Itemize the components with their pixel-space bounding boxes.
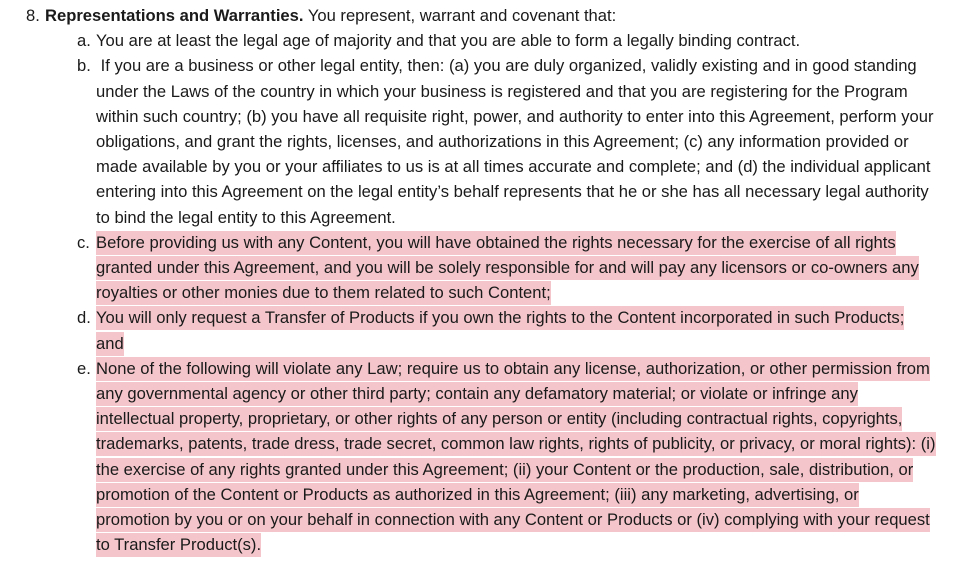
clause-text-line bbox=[96, 129, 946, 154]
clause-text-line bbox=[96, 305, 946, 330]
highlighted-text: You will only request a Transfer of Products if you own the rights to the Content incorporated in such Products; bbox=[96, 306, 904, 330]
clause-text-line bbox=[96, 280, 946, 305]
clause-item bbox=[0, 53, 946, 229]
clause-text-line bbox=[96, 53, 946, 78]
highlighted-text: promotion by you or on your behalf in connection with any Content or Products or (iv) complying with your request bbox=[96, 508, 930, 532]
clause-list bbox=[0, 28, 980, 557]
highlighted-text: promotion of the Content or Products as authorized in this Agreement; (iii) any marketing, advertising, or bbox=[96, 483, 859, 507]
clause-text-line bbox=[96, 179, 946, 204]
highlighted-text: trademarks, patents, trade dress, trade secret, common law rights, rights of publicity, or privacy, or moral rights): (i) bbox=[96, 432, 936, 456]
text-run: made available by you or your affiliates to us is at all times accurate and complete; and (d) the individual applicant bbox=[96, 157, 931, 177]
highlighted-text: granted under this Agreement, and you will be solely responsible for and will pay any licensors or co-owners any bbox=[96, 256, 919, 280]
text-run: If you are a business or other legal entity, then: (a) you are duly organized, validly existing and in good standing bbox=[96, 56, 917, 76]
section-title: Representations and Warranties. bbox=[45, 6, 304, 25]
highlighted-text: the exercise of any rights granted under this Agreement; (ii) your Content or the production, sale, distribution, or bbox=[96, 458, 913, 482]
clause-text-line bbox=[96, 205, 946, 230]
clause-text-line bbox=[96, 28, 946, 53]
clause-text-line bbox=[96, 230, 946, 255]
clause-label: d. bbox=[77, 308, 91, 328]
text-run: obligations, and grant the rights, licenses, and authorizations in this Agreement; (c) any information provided or bbox=[96, 132, 909, 152]
clause-text-line bbox=[96, 79, 946, 104]
clause-item bbox=[0, 305, 946, 355]
text-run: within such country; (b) you have all requisite right, power, and authority to enter into this Agreement, perform your bbox=[96, 106, 934, 126]
highlighted-text: any governmental agency or other third party; contain any defamatory material; or violate or infringe any bbox=[96, 382, 858, 406]
clause-text bbox=[96, 356, 946, 558]
clause-text-line bbox=[96, 532, 946, 557]
clause-item bbox=[0, 28, 946, 53]
highlighted-text: royalties or other monies due to them related to such Content; bbox=[96, 281, 551, 305]
clause-text bbox=[96, 53, 946, 229]
clause-text bbox=[96, 305, 946, 355]
clause-text-line bbox=[96, 482, 946, 507]
highlighted-text: to Transfer Product(s). bbox=[96, 533, 261, 557]
document-page bbox=[0, 3, 980, 557]
section-intro: You represent, warrant and covenant that: bbox=[307, 6, 617, 25]
clause-text-line bbox=[96, 255, 946, 280]
clause-label: c. bbox=[77, 232, 90, 252]
clause-item bbox=[0, 230, 946, 306]
clause-text-line bbox=[96, 406, 946, 431]
highlighted-text: None of the following will violate any Law; require us to obtain any license, authorization, or other permission from bbox=[96, 357, 930, 381]
clause-text bbox=[96, 230, 946, 306]
clause-text bbox=[96, 28, 946, 53]
clause-text-line bbox=[96, 104, 946, 129]
section-number: 8. bbox=[26, 6, 40, 25]
highlighted-text: intellectual property, proprietary, or other rights of any person or entity (including contractual rights, copyrights, bbox=[96, 407, 902, 431]
highlighted-text: Before providing us with any Content, you will have obtained the rights necessary for the exercise of all rights bbox=[96, 231, 896, 255]
clause-text-line bbox=[96, 356, 946, 381]
clause-label: a. bbox=[77, 31, 91, 51]
clause-text-line bbox=[96, 507, 946, 532]
clause-item bbox=[0, 356, 946, 558]
clause-text-line bbox=[96, 381, 946, 406]
clause-label: e. bbox=[77, 358, 91, 378]
clause-text-line bbox=[96, 154, 946, 179]
clause-label: b. bbox=[77, 56, 91, 76]
text-run: to bind the legal entity to this Agreement. bbox=[96, 207, 396, 227]
highlighted-text: and bbox=[96, 332, 124, 356]
section-heading bbox=[0, 3, 980, 28]
clause-text-line bbox=[96, 331, 946, 356]
text-run: You are at least the legal age of majority and that you are able to form a legally binding contract. bbox=[96, 31, 801, 51]
text-run: under the Laws of the country in which your business is registered and that you are registering for the Program bbox=[96, 81, 908, 101]
clause-text-line bbox=[96, 457, 946, 482]
clause-text-line bbox=[96, 431, 946, 456]
text-run: entering into this Agreement on the legal entity’s behalf represents that he or she has all necessary legal authority bbox=[96, 182, 929, 202]
